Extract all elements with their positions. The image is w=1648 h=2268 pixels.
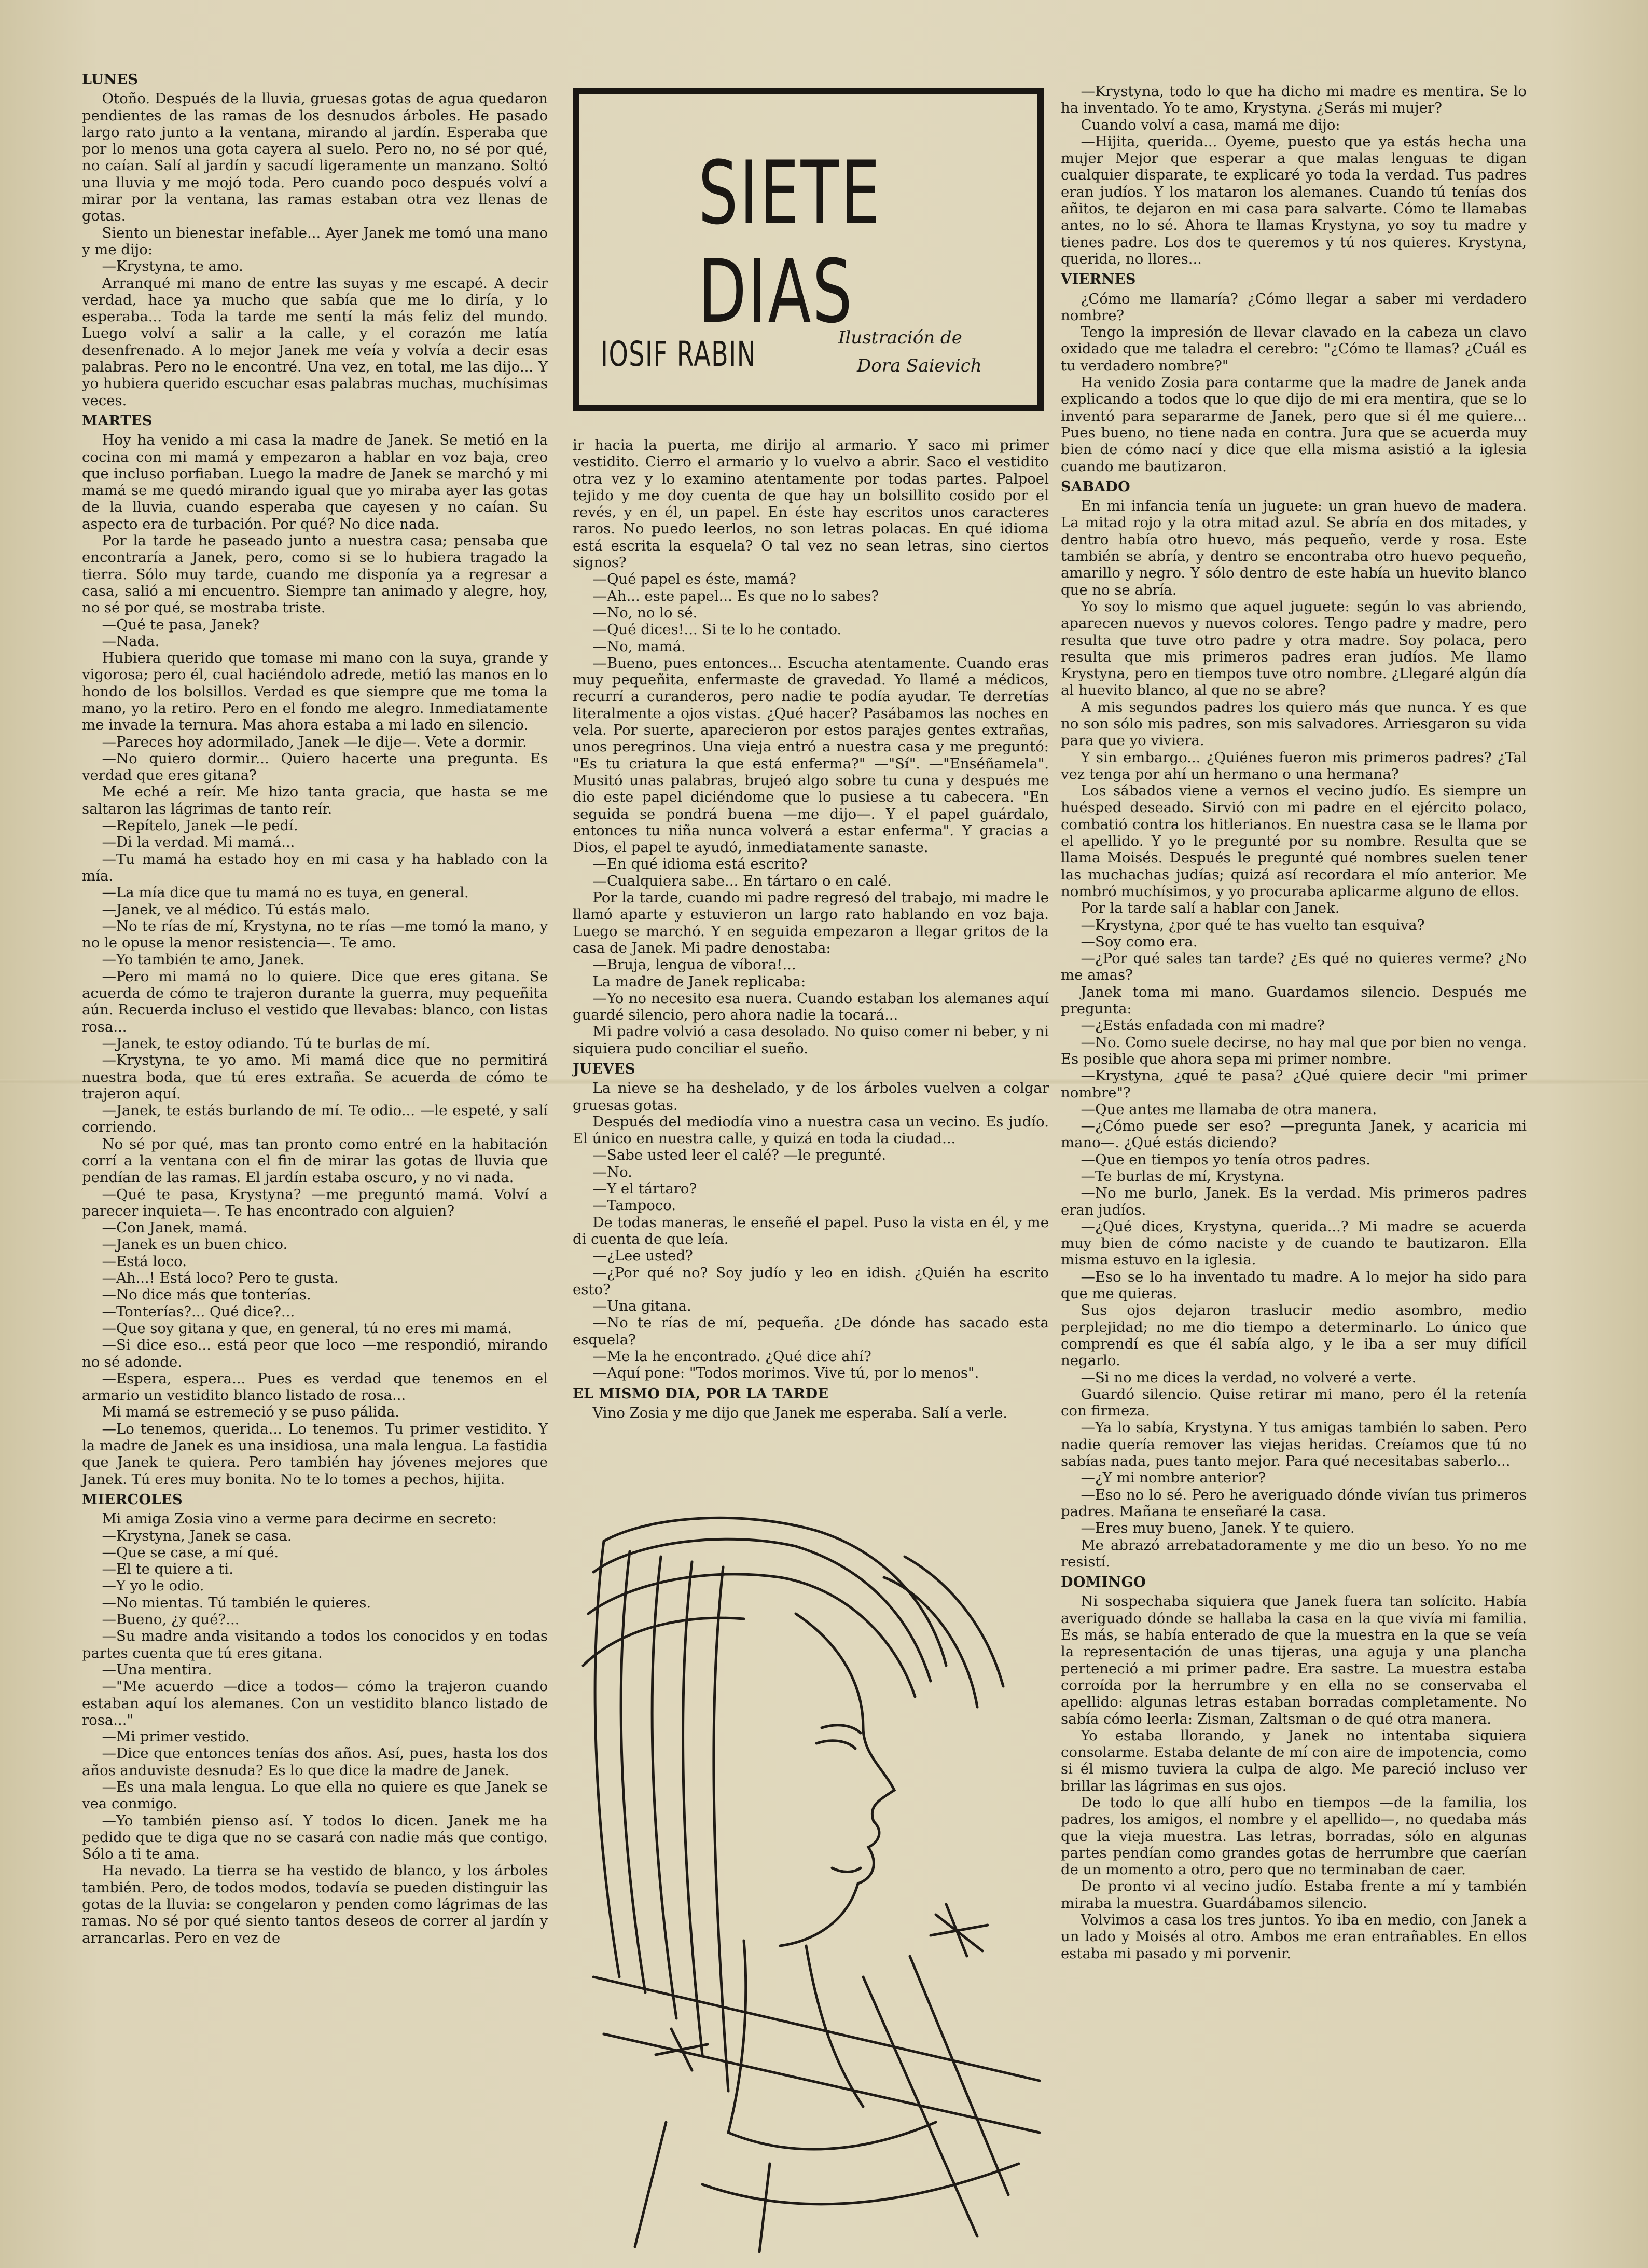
paragraph: Por la tarde, cuando mi padre regresó del trabajo, mi madre le llamó aparte y estuvieron un largo rato hablando en voz baja. Luego se marchó. Y en seguida empezaron a llegar gritos de la casa de Janek. Mi padre denostaba: [573,889,1049,956]
paragraph: —Está loco. [102,1253,187,1270]
column-3 [1061,83,1527,1962]
paragraph: —Hijita, querida... Oyeme, puesto que ya estás hecha una mujer Mejor que esperar a que malas lenguas te digan cualquier disparate, te explicaré yo toda la verdad. Tus padres eran judíos. Y los mataron los alemanes. Cuando tú tenías dos añitos, te dejaron en mi casa para salvarte. Cómo te llamabas antes, no lo sé. Ahora te llamas Krystyna, yo soy tu madre y tienes padre. Los dos te queremos y tú nos quieres. Krystyna, querida, no llores... [1061,133,1527,267]
paragraph: —No mientas. Tú también le quieres. [102,1594,371,1611]
paragraph: —No te rías de mí, Krystyna, no te rías —me tomó la mano, y no le opuse la menor resistencia—. Te amo. [82,917,548,952]
paragraph: No sé por qué, mas tan pronto como entré en la habitación corrí a la ventana con el fin de mirar las gotas de lluvia que pendían de las ramas. El jardín estaba oscuro, y no vi nada. [82,1135,548,1186]
section-heading: SABADO [1061,478,1131,495]
paragraph: Hoy ha venido a mi casa la madre de Janek. Se metió en la cocina con mi mamá y empezaron a hablar en voz baja, creo que incluso porfiaban. Luego la madre de Janek se marchó y mi mamá se me quedó mirando igual que yo miraba ayer las gotas de la lluvia, cuando esperaba que cayesen y no caían. Su aspecto era de turbación. Por qué? No dice nada. [82,432,548,532]
paragraph: Vino Zosia y me dijo que Janek me esperaba. Salí a verle. [592,1404,1007,1421]
paragraph: —¿Qué dices, Krystyna, querida...? Mi madre se acuerda muy bien de cómo naciste y de cuando te bautizaron. Ella misma estuvo en la iglesia. [1061,1218,1527,1269]
paragraph: Por la tarde salí a hablar con Janek. [1081,900,1340,917]
paragraph: —Si dice eso... está peor que loco —me respondió, mirando no sé adonde. [82,1337,548,1370]
paragraph: —Yo también te amo, Janek. [102,951,305,968]
paragraph: —"Me acuerdo —dice a todos— cómo la trajeron cuando estaban aquí los alemanes. Con un vestidito blanco listado de rosa..." [82,1678,548,1728]
paragraph: —Krystyna, ¿por qué te has vuelto tan esquiva? [1081,916,1425,933]
paragraph: —Janek, ve al médico. Tú estás malo. [102,901,370,918]
paragraph: —Una gitana. [592,1298,691,1315]
section-heading: MIERCOLES [82,1491,183,1508]
paragraph: —No. [592,1163,632,1180]
paragraph: —Krystyna, ¿qué te pasa? ¿Qué quiere decir "mi primer nombre"? [1061,1067,1527,1101]
paragraph: —Que en tiempos yo tenía otros padres. [1081,1151,1371,1168]
paragraph: —Krystyna, todo lo que ha dicho mi madre es mentira. Se lo ha inventado. Yo te amo, Krystyna. ¿Serás mi mujer? [1061,83,1527,117]
paragraph: —¿Lee usted? [592,1247,693,1264]
paragraph: —Pareces hoy adormilado, Janek —le dije—. Vete a dormir. [102,733,527,750]
paragraph: —Y yo le odio. [102,1577,204,1595]
paragraph: —Que antes me llamaba de otra manera. [1081,1101,1377,1118]
paragraph: —En qué idioma está escrito? [592,856,808,873]
paragraph: —No, no lo sé. [592,604,698,621]
paragraph: Hubiera querido que tomase mi mano con la suya, grande y vigorosa; pero él, cual haciéndolo adrede, metió las manos en lo hondo de los bolsillos. Verdad es que siempre que me toma la mano, yo la retiro. Pero en el fondo me alegro. Inmediatamente me invade la ternura. Mas ahora estaba a mi lado en silencio. [82,650,548,734]
paragraph: —Espera, espera... Pues es verdad que tenemos en el armario un vestidito blanco listado de rosa... [82,1370,548,1404]
paragraph: —Krystyna, te amo. [102,258,243,275]
paragraph: Mi amiga Zosia vino a verme para decirme en secreto: [102,1510,497,1528]
paragraph: —Soy como era. [1081,933,1198,950]
paragraph: Guardó silencio. Quise retirar mi mano, pero él la retenía con firmeza. [1061,1385,1527,1420]
paragraph: Volvimos a casa los tres juntos. Yo iba en medio, con Janek a un lado y Moisés al otro. Ambos me eran entrañables. En ellos estaba mi pasado y mi porvenir. [1061,1912,1527,1962]
paragraph: Y sin embargo... ¿Quiénes fueron mis primeros padres? ¿Tal vez tenga por ahí un hermano o una hermana? [1061,749,1527,782]
paragraph: —¿Estás enfadada con mi madre? [1081,1017,1325,1034]
paragraph: —Yo también pienso así. Y todos lo dicen. Janek me ha pedido que te diga que no se casará con nadie más que contigo. Sólo a ti te ama. [82,1812,548,1863]
portrait-illustration [573,1510,1049,2257]
paragraph: —Es una mala lengua. Lo que ella no quiere es que Janek se vea conmigo. [82,1778,548,1812]
paragraph: —Aquí pone: "Todos morimos. Vive tú, por lo menos". [592,1365,979,1382]
paragraph: Mi mamá se estremeció y se puso pálida. [102,1404,400,1421]
paragraph: Ha venido Zosia para contarme que la madre de Janek anda explicando a todos que lo que dijo de mi era mentira, que se lo inventó para separarme de Janek, pero que si él me quiere... Pues bueno, no tiene nada en contra. Jura que se acuerda muy bien de cómo nací y dice que ella misma asistió a la iglesia cuando me bautizaron. [1061,374,1527,475]
paragraph: —No dice más que tonterías. [102,1286,311,1303]
paragraph: Janek toma mi mano. Guardamos silencio. Después me pregunta: [1061,983,1527,1018]
paragraph: En mi infancia tenía un juguete: un gran huevo de madera. La mitad rojo y la otra mitad azul. Se abría en dos mitades, y dentro había otro huevo, más pequeño, verde y rosa. Este también se abría, y dentro se encontraba otro huevo pequeño, amarillo y negro. Y sólo dentro de este había un huevito blanco que no se abría. [1061,498,1527,598]
paragraph: Tengo la impresión de llevar clavado en la cabeza un clavo oxidado que me taladra el cerebro: "¿Cómo te llamas? ¿Cuál es tu verdadero nombre?" [1061,324,1527,374]
paragraph: —La mía dice que tu mamá no es tuya, en general. [102,884,469,901]
paragraph: —El te quiere a ti. [102,1561,233,1578]
paragraph: —Cualquiera sabe... En tártaro o en calé. [592,872,892,889]
paragraph: —Krystyna, Janek se casa. [102,1527,292,1544]
paragraph: Después del mediodía vino a nuestra casa un vecino. Es judío. El único en nuestra calle, y quizá en toda la ciudad... [573,1113,1049,1147]
paragraph: Ni sospechaba siquiera que Janek fuera tan solícito. Había averiguado dónde se hallaba la casa en la que vivía mi familia. Es más, se había enterado de que la muestra en la que se veía la representación de unas tijeras, una aguja y una plancha perteneció a mi primer padre. Era sastre. La muestra estaba corroída por la herrumbre y en ella no se conservaba el apellido: algunas letras estaban borradas completamente. No sabía cómo leerla: Zisman, Zaltsman o de qué otra manera. [1061,1593,1527,1727]
paragraph: —Que se case, a mí qué. [102,1544,279,1561]
section-heading: EL MISMO DIA, POR LA TARDE [573,1385,829,1402]
paragraph: —Janek es un buen chico. [102,1236,288,1253]
paragraph: —Yo no necesito esa nuera. Cuando estaban los alemanes aquí guardé silencio, pero ahora nadie la tocará... [573,989,1049,1024]
credit-line-2: Dora Saievich [857,355,982,376]
paragraph: —¿Por qué no? Soy judío y leo en idish. ¿Quién ha escrito esto? [573,1264,1049,1298]
paragraph: —Mi primer vestido. [102,1728,250,1745]
title-line-1: SIETE [698,142,882,244]
paragraph: —Tu mamá ha estado hoy en mi casa y ha hablado con la mía. [82,850,548,884]
paragraph: —Eso se lo ha inventado tu madre. A lo mejor ha sido para que me quieras. [1061,1268,1527,1302]
paragraph: —No. Como suele decirse, no hay mal que por bien no venga. Es posible que ahora sepa mi primer nombre. [1061,1034,1527,1067]
column-1 [82,67,548,1946]
paragraph: —¿Por qué sales tan tarde? ¿Es qué no quieres verme? ¿No me amas? [1061,950,1527,984]
paragraph: —¿Cómo puede ser eso? —pregunta Janek, y acaricia mi mano—. ¿Qué estás diciendo? [1061,1118,1527,1151]
paragraph: Siento un bienestar inefable... Ayer Janek me tomó una mano y me dijo: [82,224,548,258]
paragraph: De todas maneras, le enseñé el papel. Puso la vista en él, y me di cuenta de que leía. [573,1214,1049,1247]
paragraph: —No, mamá. [592,638,686,655]
paragraph: De pronto vi al vecino judío. Estaba frente a mí y también miraba la muestra. Guardábamos silencio. [1061,1878,1527,1912]
section-heading: DOMINGO [1061,1574,1146,1591]
paragraph: Ha nevado. La tierra se ha vestido de blanco, y los árboles también. Pero, de todos modos, todavía se pueden distinguir las gotas de la lluvia: se congelaron y penden como lágrimas de las ramas. No sé por qué siento tantos deseos de correr al jardín y arrancarlas. Pero en vez de [82,1862,548,1946]
paragraph: —Pero mi mamá no lo quiere. Dice que eres gitana. Se acuerda de cómo te trajeron durante la guerra, muy pequeñita aún. Recuerda incluso el vestido que llevabas: blanco, con listas rosa... [82,968,548,1035]
paragraph: Me eché a reír. Me hizo tanta gracia, que hasta se me saltaron las lágrimas de tanto reír. [82,784,548,817]
section-heading: JUEVES [573,1061,635,1077]
paragraph: —Di la verdad. Mi mamá... [102,834,295,851]
title-line-2: DIAS [698,241,854,342]
paragraph: —Qué te pasa, Krystyna? —me preguntó mamá. Volví a parecer inquieta—. Te has encontrado con alguien? [82,1186,548,1219]
section-heading: MARTES [82,413,153,429]
illustration-credit [838,324,1035,380]
paragraph: —Ya lo sabía, Krystyna. Y tus amigas también lo saben. Pero nadie quería remover las viejas heridas. Creíamos que tú no sabías nada, pues tanto mejor. Para qué necesitabas saberlo... [1061,1419,1527,1470]
paragraph: —Bueno, pues entonces... Escucha atentamente. Cuando eras muy pequeñita, enfermaste de gravedad. Yo llamé a médicos, recurrí a curanderos, pero nadie te podía ayudar. Te derretías literalmente a ojos vistas. ¿Qué hacer? Pasábamos las noches en vela. Por suerte, aparecieron por estos parajes gentes extrañas, unos peregrinos. Una vieja entró a nuestra casa y me preguntó: "Es tu criatura la que está enferma?" —"Sí". —"Enséñamela". Musitó unas palabras, brujeó algo sobre tu cuna y después me dio este papel diciéndome que lo pusiese a tu cabecera. "En seguida se pondrá buena —me dijo—. Y el papel guárdalo, entonces tu niña nunca volverá a estar enferma". Y gracias a Dios, el papel te ayudó, inmediatamente sanaste. [573,654,1049,856]
paragraph: —Qué dices!... Si te lo he contado. [592,621,842,638]
paragraph: Cuando volví a casa, mamá me dijo: [1081,116,1340,133]
paragraph: —Krystyna, te yo amo. Mi mamá dice que no permitirá nuestra boda, que tú eres extraña. Se acuerda de cómo te trajeron aquí. [82,1052,548,1102]
paragraph: Arranqué mi mano de entre las suyas y me escapé. A decir verdad, hace ya mucho que sabía que me lo diría, y lo esperaba... Toda la tarde me sentí la más feliz del mundo. Luego volví a salir a la calle, y el corazón me latía desenfrenado. A lo mejor Janek me veía y volvía a decir esas palabras. Pero no le encontré. Una vez, en total, me las dijo... Y yo hubiera querido escuchar esas palabras muchas, muchísimas veces. [82,274,548,409]
paragraph: De todo lo que allí hubo en tiempos —de la familia, los padres, los amigos, el nombre y el apellido—, no quedaba más que la vieja muestra. Las letras, borradas, sólo en algunas partes pendían como grandes gotas de herrumbre que caerían de un momento a otro, pero que no terminaban de caer. [1061,1794,1527,1878]
column-2 [573,437,1049,1421]
paragraph: —Que soy gitana y que, en general, tú no eres mi mamá. [102,1319,513,1337]
story-title [698,144,882,341]
paragraph: A mis segundos padres los quiero más que nunca. Y es que no son sólo mis padres, son mis salvadores. Arriesgaron su vida para que yo viviera. [1061,698,1527,749]
paragraph: ir hacia la puerta, me dirijo al armario. Y saco mi primer vestidito. Cierro el armario y lo vuelvo a abrir. Saco el vestidito otra vez y lo examino atentamente por todas partes. Palpoel tejido y me doy cuenta de que hay un bolsillito cosido por el revés, y en él, un papel. En éste hay escritos unos caracteres raros. No puedo leerlos, no son letras polacas. En qué idioma está escrita la esquela? O tal vez no sean letras, sino ciertos signos? [573,437,1049,571]
paragraph: —Te burlas de mí, Krystyna. [1081,1168,1285,1185]
paragraph: Sus ojos dejaron traslucir medio asombro, medio perplejidad; no me dio tiempo a determinarlo. Lo único que comprendí es que él sabía algo, y le iba a ser muy difícil negarlo. [1061,1302,1527,1369]
paragraph: —Ah...! Está loco? Pero te gusta. [102,1270,339,1287]
paragraph: —Bruja, lengua de víbora!... [592,956,796,973]
paragraph: ¿Cómo me llamaría? ¿Cómo llegar a saber mi verdadero nombre? [1061,290,1527,324]
paragraph: —Dice que entonces tenías dos años. Así, pues, hasta los dos años anduviste desnuda? Es lo que dice la madre de Janek. [82,1745,548,1779]
paragraph: —Eres muy bueno, Janek. Y te quiero. [1081,1520,1355,1537]
paragraph: —Ah... este papel... Es que no lo sabes? [592,587,879,604]
paragraph: —Su madre anda visitando a todos los conocidos y en todas partes cuenta que tú eres gitana. [82,1628,548,1661]
paragraph: —Me la he encontrado. ¿Qué dice ahí? [592,1348,871,1365]
paragraph: Por la tarde he paseado junto a nuestra casa; pensaba que encontraría a Janek, pero, como si se lo hubiera tragado la tierra. Sólo muy tarde, cuando me disponía ya a regresar a casa, salió a mi encuentro. Siempre tan animado y alegre, hoy, no sé por qué, se mostraba triste. [82,532,548,616]
paragraph: La nieve se ha deshelado, y de los árboles vuelven a colgar gruesas gotas. [573,1080,1049,1114]
paragraph: Otoño. Después de la lluvia, gruesas gotas de agua quedaron pendientes de las ramas de los desnudos árboles. He pasado largo rato junto a la ventana, mirando al jardín. Esperaba que por lo menos una gota cayera al suelo. Pero no, no sé por qué, no caían. Salí al jardín y sacudí ligeramente un manzano. Soltó una lluvia y me mojó toda. Pero cuando poco después volví a mirar por la ventana, las ramas estaban otra vez llenas de gotas. [82,90,548,225]
paragraph: —Janek, te estás burlando de mí. Te odio... —le espeté, y salí corriendo. [82,1102,548,1136]
paragraph: —Tampoco. [592,1197,676,1214]
paragraph: —Lo tenemos, querida... Lo tenemos. Tu primer vestidito. Y la madre de Janek es una insidiosa, una mala lengua. La fastidia que Janek te quiera. Pero también hay jóvenes mejores que Janek. Tú eres muy bonita. No te lo tomes a pechos, hijita. [82,1420,548,1488]
paragraph: La madre de Janek replicaba: [592,973,806,990]
paragraph: —Y el tártaro? [592,1180,697,1198]
paragraph: —Sabe usted leer el calé? —le pregunté. [592,1147,887,1164]
paragraph: —Qué te pasa, Janek? [102,616,260,633]
paragraph: —Una mentira. [102,1661,212,1678]
paragraph: —Bueno, ¿y qué?... [102,1611,240,1628]
paragraph: —Nada. [102,633,160,650]
paragraph: Los sábados viene a vernos el vecino judío. Es siempre un huésped deseado. Sirvió con mi padre en el ejército polaco, combatió contra los hitlerianos. En nuestra casa se le llama por el apellido. Y yo le pregunté por su nombre. Resulta que se llama Moisés. Después le pregunté qué nombres suelen tener las muchachas judías; quizá así recordara el mío anterior. Me nombró muchísimos, y yo procuraba aplicarme alguno de ellos. [1061,782,1527,900]
paragraph: —Eso no lo sé. Pero he averiguado dónde vivían tus primeros padres. Mañana te enseñaré la casa. [1061,1486,1527,1520]
title-box [573,88,1044,411]
credit-line-1: Ilustración de [838,327,962,348]
paragraph: —No quiero dormir... Quiero hacerte una pregunta. Es verdad que eres gitana? [82,750,548,784]
paragraph: —Repítelo, Janek —le pedí. [102,817,298,834]
author-name: IOSIF RABIN [601,334,756,374]
section-heading: VIERNES [1061,271,1136,288]
paragraph: Yo soy lo mismo que aquel juguete: según lo vas abriendo, aparecen nuevos y nuevos colores. Tengo padre y madre, pero resulta que tuve otro padre y otra madre. Soy polaca, pero resulta que mis primeros padres eran judíos. Me llamo Krystyna, pero en tiempos tuve otro nombre. ¿Llegaré algún día al huevito blanco, al que no se abre? [1061,598,1527,699]
paragraph: Yo estaba llorando, y Janek no intentaba siquiera consolarme. Estaba delante de mí con aire de impotencia, como si él mismo tuviera la culpa de algo. Me pareció incluso ver brillar las lágrimas en sus ojos. [1061,1727,1527,1794]
paragraph: —No me burlo, Janek. Es la verdad. Mis primeros padres eran judíos. [1061,1185,1527,1218]
paragraph: —¿Y mi nombre anterior? [1081,1469,1266,1487]
paragraph: —Con Janek, mamá. [102,1219,248,1236]
paragraph: —Si no me dices la verdad, no volveré a verte. [1081,1369,1417,1386]
paragraph: —Tonterías?... Qué dice?... [102,1303,295,1320]
paragraph: —Qué papel es éste, mamá? [592,571,796,588]
paragraph: —No te rías de mí, pequeña. ¿De dónde has sacado esta esquela? [573,1314,1049,1348]
section-heading: LUNES [82,72,139,88]
paragraph: Mi padre volvió a casa desolado. No quiso comer ni beber, y ni siquiera pudo conciliar el sueño. [573,1023,1049,1057]
paragraph: Me abrazó arrebatadoramente y me dio un beso. Yo no me resistí. [1061,1536,1527,1570]
paragraph: —Janek, te estoy odiando. Tú te burlas de mí. [102,1035,431,1052]
